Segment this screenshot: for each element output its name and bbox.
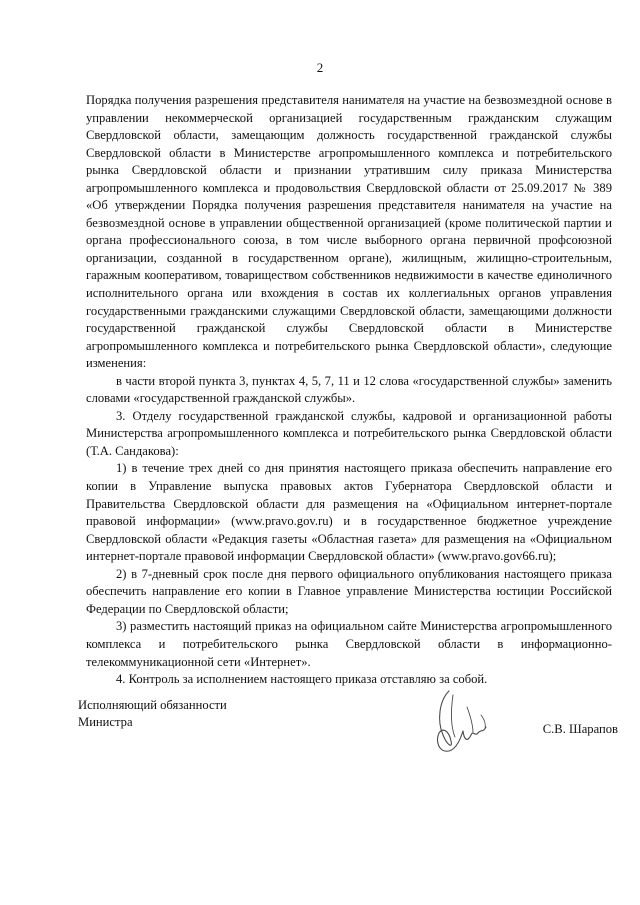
signature-block xyxy=(78,697,618,767)
handwritten-signature xyxy=(423,685,493,765)
paragraph-amended-order: Порядка получения разрешения представителя нанимателя на участие на безвозмездной основе в управлении некоммерческой организацией государственным гражданским служащим Свердловской области, замещающим должность государственной гражданской службы Свердловской области в Министерстве агропромышленного комплекса и потребительского рынка Свердловской области и признании утратившим силу приказа Министерства агропромышленного комплекса и продовольствия Свердловской области от 25.09.2017 № 389 «Об утверждении Порядка получения разрешения представителя нанимателя на участие на безвозмездной основе в управлении общественной организацией (кроме политической партии и органа профессионального союза, в том числе выборного органа первичной профсоюзной организации, созданной в государственном органе), жилищным, жилищно-строительным, гаражным кооперативом, товариществом собственников недвижимости в качестве единоличного исполнительного органа или вхождения в состав их коллегиальных органов управления государственными гражданскими служащими Свердловской области, замещающими должности государственной гражданской службы Свердловской области в Министерстве агропромышленного комплекса и потребительского рынка Свердловской области», следующие изменения: xyxy=(86,93,612,371)
document-body xyxy=(86,92,612,689)
signer-title-line1: Исполняющий обязанности xyxy=(78,698,227,712)
page-number: 2 xyxy=(316,60,324,75)
paragraph-subitem-2: 2) в 7-дневный срок после дня первого официального опубликования настоящего приказа обеспечить направление его копии в Главное управление Министерства юстиции Российской Федерации по Свердловской области; xyxy=(86,566,612,616)
paragraph-subitem-1: 1) в течение трех дней со дня принятия настоящего приказа обеспечить направление его копии в Управление выпуска правовых актов Губернатора Свердловской области и Правительства Свердловской области для размещения на «Официальном интернет-портале правовой информации» (www.pravo.gov.ru) и в государственное бюджетное учреждение Свердловской области «Редакция газеты «Областная газета» для размещения на «Официальном интернет-портале правовой информации Свердловской области» (www.pravo.gov66.ru); xyxy=(86,461,612,564)
signer-title xyxy=(78,697,227,731)
signer-title-line2: Министра xyxy=(78,715,133,729)
paragraph-replace-words: в части второй пункта 3, пунктах 4, 5, 7, 11 и 12 слова «государственной службы» заменить словами «государственной гражданской службы». xyxy=(86,373,612,406)
paragraph-item-3: 3. Отделу государственной гражданской службы, кадровой и организационной работы Министерства агропромышленного комплекса и потребительского рынка Свердловской области (Т.А. Сандакова): xyxy=(86,408,612,458)
paragraph-item-4: 4. Контроль за исполнением настоящего приказа отставляю за собой. xyxy=(116,672,488,687)
paragraph-subitem-3: 3) разместить настоящий приказ на официальном сайте Министерства агропромышленного комплекса и потребительского рынка Свердловской области в информационно-телекоммуникационной сети «Интернет». xyxy=(86,619,612,669)
signer-name: С.В. Шарапов xyxy=(542,722,618,736)
